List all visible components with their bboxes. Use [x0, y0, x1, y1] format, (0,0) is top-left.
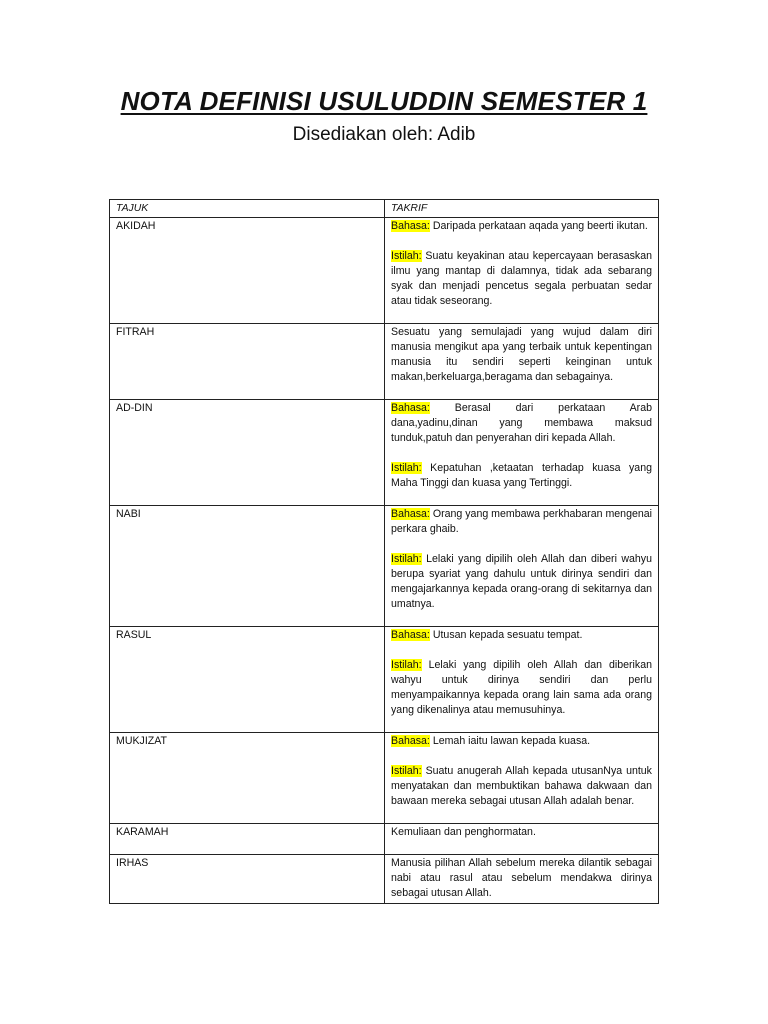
istilah-paragraph	[391, 552, 652, 612]
istilah-paragraph	[391, 658, 652, 718]
bahasa-text: Berasal dari perkataan Arab dana,yadinu,dinan yang membawa maksud tunduk,patuh dan penyerahan diri kepada Allah.	[391, 402, 652, 444]
document-subtitle: Disediakan oleh: Adib	[292, 124, 476, 145]
istilah-label: Istilah:	[391, 553, 422, 565]
term-cell: KARAMAH	[110, 824, 385, 855]
definitions-table	[109, 199, 659, 904]
istilah-label: Istilah:	[391, 250, 422, 262]
table-row	[110, 218, 659, 324]
istilah-paragraph	[391, 249, 652, 309]
definition-cell	[385, 218, 659, 324]
table-row	[110, 324, 659, 400]
istilah-text: Suatu anugerah Allah kepada utusanNya untuk menyatakan dan membuktikan bahawa dakwaan dan bawaan mereka sebagai utusan Allah adalah benar.	[391, 765, 652, 807]
header-tajuk: TAJUK	[110, 200, 385, 218]
bahasa-label: Bahasa:	[391, 629, 430, 641]
bahasa-text: Daripada perkataan aqada yang beerti ikutan.	[432, 220, 648, 232]
term-cell: MUKJIZAT	[110, 733, 385, 824]
definition-text: Manusia pilihan Allah sebelum mereka dilantik sebagai nabi atau rasul atau sebelum mendakwa dirinya sebagai utusan Allah.	[391, 857, 652, 899]
definition-cell	[385, 733, 659, 824]
definition-cell	[385, 627, 659, 733]
table-row	[110, 627, 659, 733]
table-row	[110, 855, 659, 904]
table-header-row	[110, 200, 659, 218]
table-row	[110, 824, 659, 855]
istilah-text: Suatu keyakinan atau kepercayaan berasaskan ilmu yang mantap di dalamnya, tidak ada sebarang syak dan menjadi pencetus segala perbuatan sedar atau tidak seseorang.	[391, 250, 652, 307]
bahasa-text: Lemah iaitu lawan kepada kuasa.	[432, 735, 591, 747]
istilah-text: Lelaki yang dipilih oleh Allah dan diberi wahyu berupa syariat yang dahulu untuk dirinya sendiri dan mengajarkannya kepada orang-orang di sekitarnya dan umatnya.	[391, 553, 652, 610]
term-cell: AKIDAH	[110, 218, 385, 324]
bahasa-label: Bahasa:	[391, 402, 430, 414]
bahasa-text: Orang yang membawa perkhabaran mengenai perkara ghaib.	[391, 508, 652, 535]
istilah-label: Istilah:	[391, 659, 422, 671]
definition-cell	[385, 855, 659, 904]
bahasa-text: Utusan kepada sesuatu tempat.	[432, 629, 583, 641]
term-cell: IRHAS	[110, 855, 385, 904]
bahasa-paragraph	[391, 734, 652, 749]
document-title: NOTA DEFINISI USULUDDIN SEMESTER 1	[120, 86, 648, 116]
istilah-label: Istilah:	[391, 462, 422, 474]
bahasa-paragraph	[391, 219, 652, 234]
table-row	[110, 506, 659, 627]
bahasa-label: Bahasa:	[391, 508, 430, 520]
table-row	[110, 733, 659, 824]
bahasa-label: Bahasa:	[391, 220, 430, 232]
header-takrif: TAKRIF	[385, 200, 659, 218]
istilah-label: Istilah:	[391, 765, 422, 777]
bahasa-paragraph	[391, 628, 652, 643]
definition-text: Kemuliaan dan penghormatan.	[391, 826, 536, 838]
istilah-text: Lelaki yang dipilih oleh Allah dan diberikan wahyu untuk dirinya sendiri dan perlu menyampaikannya kepada orang lain sama ada orang yang dikenalinya atau memusuhinya.	[391, 659, 652, 716]
term-cell: RASUL	[110, 627, 385, 733]
definition-text: Sesuatu yang semulajadi yang wujud dalam diri manusia mengikut apa yang terbaik untuk kepentingan manusia itu sendiri seperti keinginan untuk makan,berkeluarga,beragama dan sebagainya.	[391, 326, 652, 383]
term-cell: AD-DIN	[110, 400, 385, 506]
definition-cell	[385, 506, 659, 627]
istilah-text: Kepatuhan ,ketaatan terhadap kuasa yang Maha Tinggi dan kuasa yang Tertinggi.	[391, 462, 652, 489]
istilah-paragraph	[391, 461, 652, 491]
table-row	[110, 400, 659, 506]
term-cell: FITRAH	[110, 324, 385, 400]
definition-cell	[385, 324, 659, 400]
bahasa-paragraph	[391, 401, 652, 446]
bahasa-label: Bahasa:	[391, 735, 430, 747]
bahasa-paragraph	[391, 507, 652, 537]
term-cell: NABI	[110, 506, 385, 627]
definition-cell	[385, 824, 659, 855]
istilah-paragraph	[391, 764, 652, 809]
definition-cell	[385, 400, 659, 506]
